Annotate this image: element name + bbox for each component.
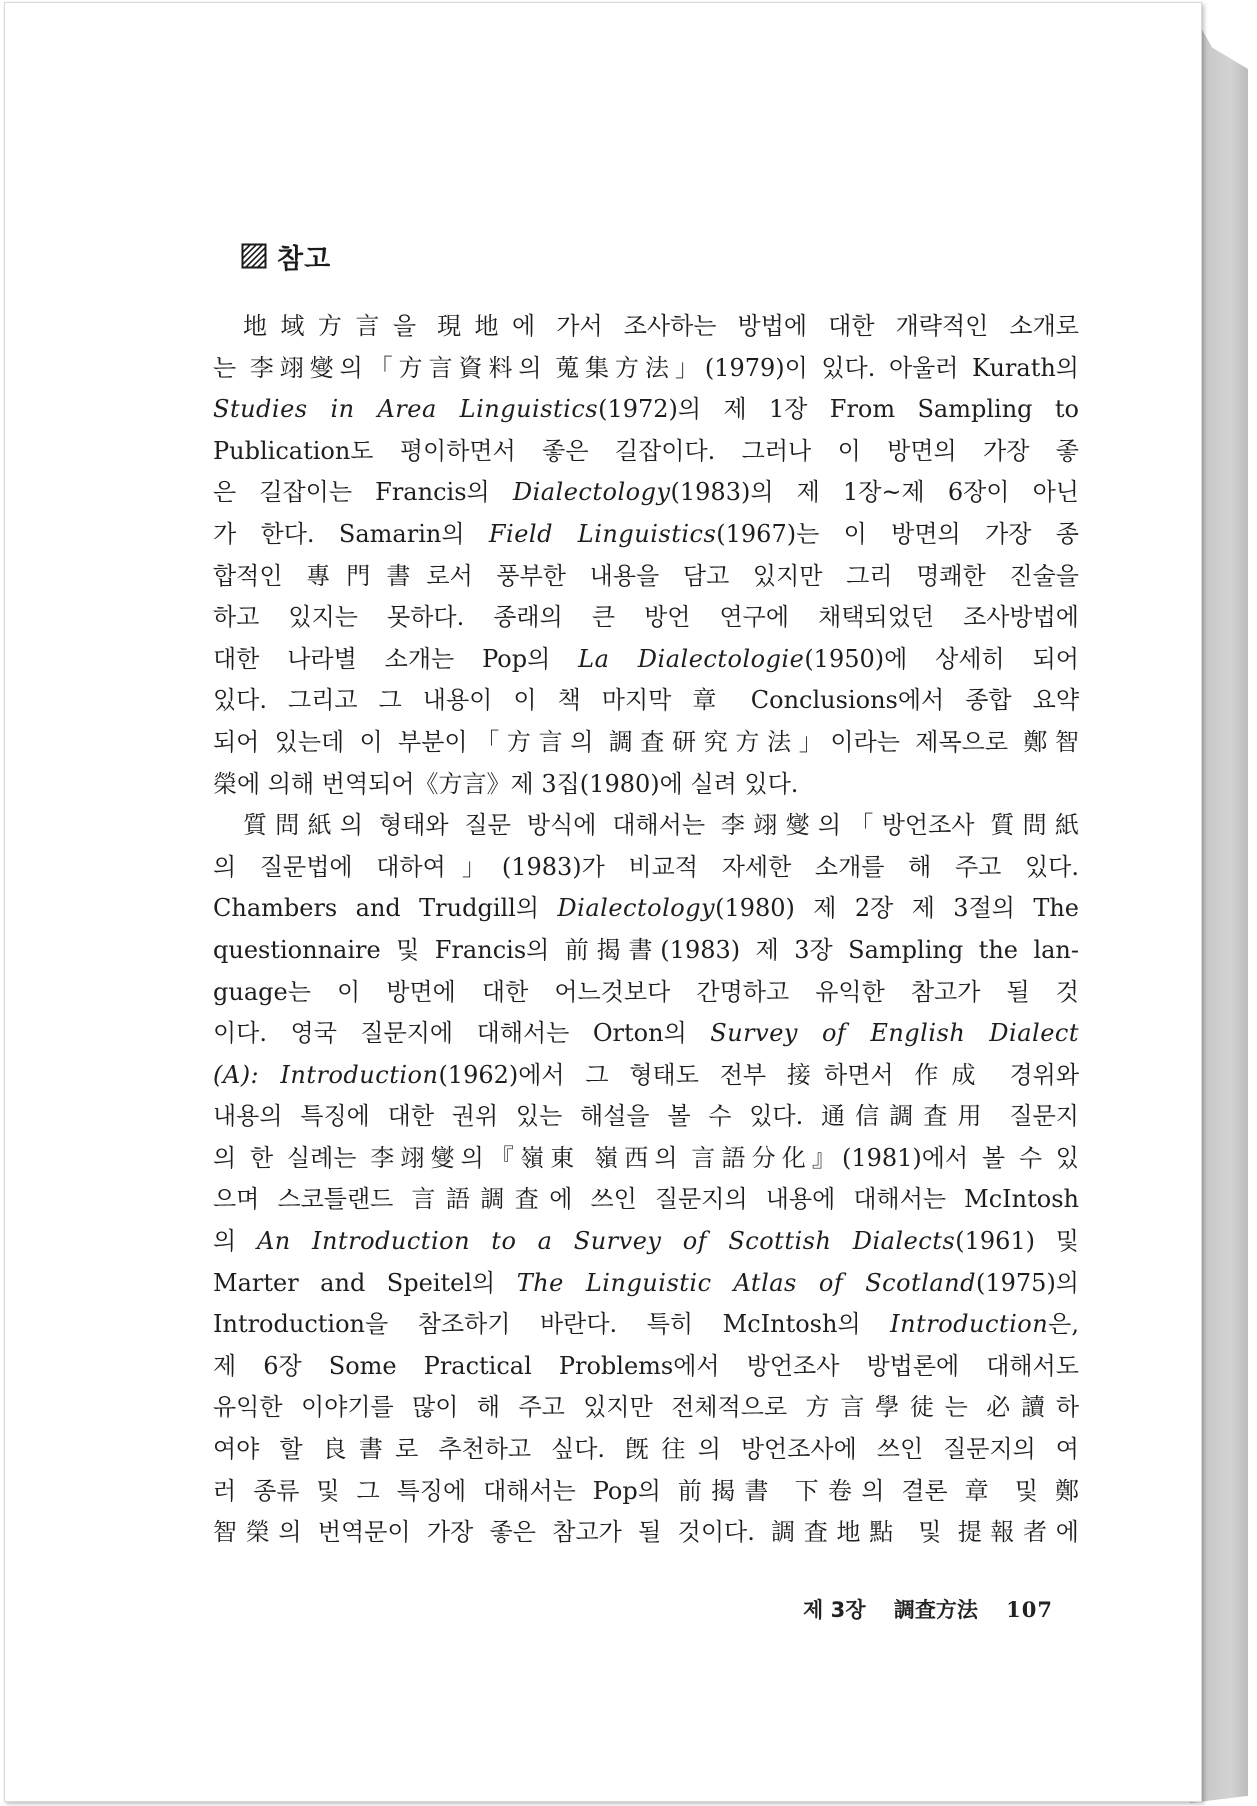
- page-number: 107: [1006, 1596, 1053, 1622]
- text-segment: 는 李翊燮의「方言資料의 蒐集方法」(1979)이 있다. 아울러 Kurath의: [213, 353, 1079, 382]
- italic-title: Dialectology: [512, 478, 671, 507]
- text-segment: 은 길잡이는 Francis의: [213, 478, 513, 507]
- text-segment: (1983)의 제 1장~제 6장이 아닌: [670, 478, 1079, 507]
- text-segment: 의: [213, 1227, 257, 1256]
- text-segment: 質問紙의 형태와 질문 방식에 대해서는 李翊燮의「방언조사 質問紙: [243, 811, 1079, 840]
- text-segment: 합적인 專門書로서 풍부한 내용을 담고 있지만 그리 명쾌한 진술을: [213, 561, 1079, 590]
- text-segment: (1975)의: [976, 1268, 1079, 1297]
- text-segment: 내용의 특징에 대한 권위 있는 해설을 볼 수 있다. 通信調査用 질문지: [213, 1102, 1079, 1131]
- text-line: [213, 306, 1079, 348]
- italic-title: Studies in Area Linguistics: [213, 395, 599, 424]
- text-line: [213, 556, 1079, 598]
- text-line: [213, 1096, 1079, 1138]
- text-line: [213, 472, 1079, 514]
- text-line: [213, 431, 1079, 473]
- text-segment: 가 한다. Samarin의: [213, 519, 489, 548]
- text-segment: 제 6장 Some Practical Problems에서 방언조사 방법론에 대해서도: [213, 1351, 1079, 1380]
- text-line: [213, 1387, 1079, 1429]
- footer-chapter: 제 3장: [803, 1598, 866, 1622]
- text-segment: Chambers and Trudgill의: [213, 894, 558, 923]
- text-line: [213, 1304, 1079, 1346]
- text-segment: Marter and Speitel의: [213, 1268, 517, 1297]
- text-line: [213, 722, 1079, 764]
- text-line: [213, 597, 1079, 639]
- italic-title: La Dialectologie: [578, 644, 805, 673]
- text-line: [213, 888, 1079, 930]
- italic-title: Dialectology: [557, 894, 716, 923]
- text-segment: Introduction을 참조하기 바란다. 특히 McIntosh의: [213, 1310, 891, 1339]
- book-page: [4, 2, 1202, 1802]
- text-segment: (1972)의 제 1장 From Sampling to: [598, 395, 1079, 424]
- text-segment: 은,: [1048, 1310, 1079, 1339]
- italic-title: (A): Introduction: [213, 1060, 439, 1089]
- text-segment: 대한 나라별 소개는 Pop의: [213, 644, 579, 673]
- text-line: [213, 514, 1079, 556]
- section-heading: [241, 236, 331, 276]
- running-footer: [803, 1592, 1053, 1626]
- italic-title: An Introduction to a Survey of Scottish Dialects: [256, 1227, 956, 1256]
- text-segment: (1980) 제 2장 제 3절의 The: [715, 894, 1079, 923]
- hatched-square-icon: [241, 243, 267, 269]
- text-segment: 유익한 이야기를 많이 해 주고 있지만 전체적으로 方言學徒는 必讀하: [213, 1393, 1079, 1422]
- section-title: 참고: [277, 243, 332, 275]
- text-segment: (1962)에서 그 형태도 전부 接하면서 作成 경위와: [438, 1060, 1079, 1089]
- text-line: [213, 1055, 1079, 1097]
- text-segment: 이다. 영국 질문지에 대해서는 Orton의: [213, 1019, 711, 1048]
- text-segment: (1961) 및: [955, 1227, 1079, 1256]
- text-segment: 러 종류 및 그 특징에 대해서는 Pop의 前揭書 下卷의 결론 章 및 鄭: [213, 1476, 1079, 1505]
- text-line: [213, 1429, 1079, 1471]
- italic-title: Field Linguistics: [488, 519, 717, 548]
- text-line: [213, 1179, 1079, 1221]
- text-line: [213, 348, 1079, 390]
- text-segment: 있다. 그리고 그 내용이 이 책 마지막 章 Conclusions에서 종합 요약: [213, 686, 1079, 715]
- body-text: [213, 306, 1079, 1554]
- text-line: [213, 1138, 1079, 1180]
- text-segment: 여야 할 良書로 추천하고 싶다. 旣往의 방언조사에 쓰인 질문지의 여: [213, 1435, 1079, 1464]
- text-segment: (1950)에 상세히 되어: [804, 644, 1079, 673]
- text-line: [213, 972, 1079, 1014]
- text-line: [213, 847, 1079, 889]
- text-segment: 智榮의 번역문이 가장 좋은 참고가 될 것이다. 調査地點 및 提報者에: [213, 1518, 1079, 1547]
- text-line: [213, 1512, 1079, 1554]
- text-segment: 하고 있지는 못하다. 종래의 큰 방언 연구에 채택되었던 조사방법에: [213, 603, 1079, 632]
- text-line: [213, 1263, 1079, 1305]
- text-segment: 地域方言을 現地에 가서 조사하는 방법에 대한 개략적인 소개로: [243, 312, 1079, 340]
- text-line: [213, 639, 1079, 681]
- italic-title: Introduction: [890, 1310, 1049, 1339]
- text-line: [213, 764, 1079, 806]
- text-segment: 으며 스코틀랜드 言語調査에 쓰인 질문지의 내용에 대해서는 McIntosh: [213, 1185, 1079, 1214]
- text-segment: (1967)는 이 방면의 가장 종: [716, 519, 1079, 548]
- text-line: [213, 930, 1079, 972]
- footer-chapter-title: 調査方法: [893, 1598, 978, 1622]
- text-segment: Publication도 평이하면서 좋은 길잡이다. 그러나 이 방면의 가장 좋: [213, 436, 1079, 465]
- italic-title: The Linguistic Atlas of Scotland: [516, 1268, 976, 1297]
- text-segment: guage는 이 방면에 대한 어느것보다 간명하고 유익한 참고가 될 것: [213, 977, 1079, 1006]
- text-line: [213, 805, 1079, 847]
- text-line: [213, 389, 1079, 431]
- text-segment: 되어 있는데 이 부분이「方言의 調査研究方法」이라는 제목으로 鄭智: [213, 727, 1079, 756]
- text-segment: 의 질문법에 대하여」(1983)가 비교적 자세한 소개를 해 주고 있다.: [213, 852, 1079, 881]
- italic-title: Survey of English Dialect: [710, 1019, 1079, 1048]
- text-line: [213, 1471, 1079, 1513]
- text-segment: 榮에 의해 번역되어《方言》제 3집(1980)에 실려 있다.: [213, 769, 799, 798]
- text-line: [213, 1013, 1079, 1055]
- text-line: [213, 680, 1079, 722]
- text-line: [213, 1346, 1079, 1388]
- text-segment: questionnaire 및 Francis의 前揭書(1983) 제 3장 Sampling the lan-: [213, 935, 1079, 964]
- text-line: [213, 1221, 1079, 1263]
- text-segment: 의 한 실례는 李翊燮의『嶺東 嶺西의 言語分化』(1981)에서 볼 수 있: [213, 1143, 1079, 1172]
